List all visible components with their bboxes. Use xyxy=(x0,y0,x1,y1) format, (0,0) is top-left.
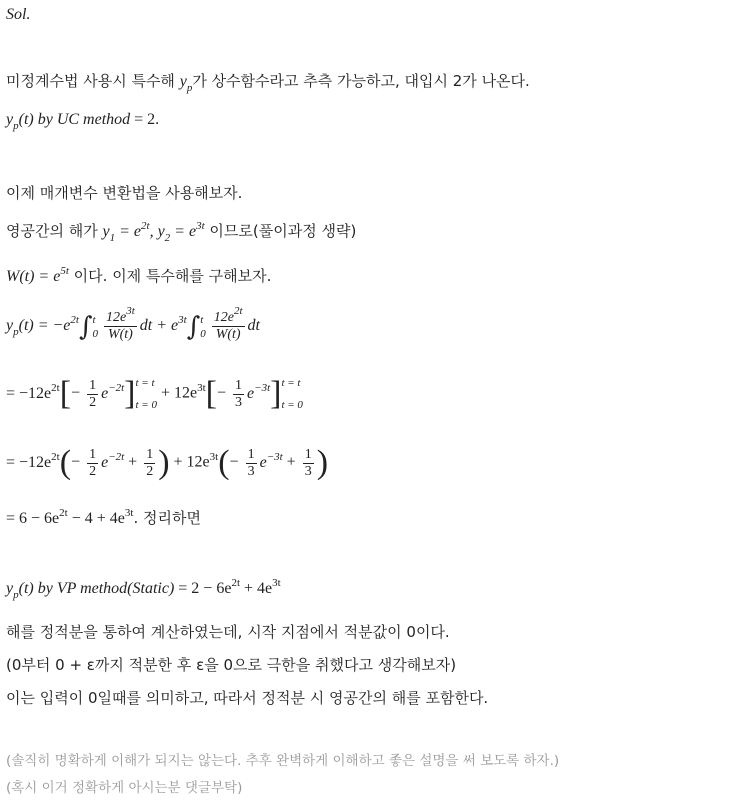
paragraph-uc-text-a: 미정계수법 사용시 특수해 xyxy=(6,72,180,90)
paragraph-wronskian: $W(t) = e^{5t}$ 이다. 이제 특수해를 구해보자. xyxy=(6,265,272,285)
vp-integral-formula: $y_p(t) = -e^{2t}\int t$ 0 $\frac{12e^{3t}}{W(t)}$ dt + $e^{3t}\int t$ 0 $\frac{12e^{2t}}{W(t)}$ dt xyxy=(6,305,260,342)
paragraph-vp-intro: 이제 매개변수 변환법을 사용해보자. xyxy=(6,184,243,202)
null-space-text-a: 영공간의 해가 xyxy=(6,222,103,240)
paragraph-uc xyxy=(6,70,530,94)
vp-step-1: = $-12e^{2t}[-$ $\frac{1}{2}$ $e^{-2t}]t = t$ $t = 0 + 12e^{3t}[-$ $\frac{1}{3}$ $e^{-3t}]t = t$ t = 0 xyxy=(6,375,303,412)
wronskian-text: 이다. 이제 특수해를 구해보자. xyxy=(73,267,272,285)
note-request-comment: (혹시 이거 정확하게 아시는분 댓글부탁) xyxy=(6,780,243,796)
paragraph-definite-integral: 해를 정적분을 통하여 계산하였는데, 시작 지점에서 적분값이 0이다. xyxy=(6,623,450,641)
simplify-text: . 정리하면 xyxy=(133,509,201,527)
uc-value: = 2. xyxy=(134,111,160,128)
sol-label: Sol. xyxy=(6,6,31,23)
null-space-text-b: 이므로(풀이과정 생략) xyxy=(204,222,357,240)
paragraph-null-space: 영공간의 해가 $y_1 = e^{2t}$, $y_2 = e^{3t}$ 이므로(풀이과정 생략) xyxy=(6,220,357,244)
uc-method-label: by UC method xyxy=(37,111,131,128)
paragraph-null-space-inclusion: 이는 입력이 0일때를 의미하고, 따라서 정적분 시 영공간의 해를 포함한다. xyxy=(6,689,489,707)
note-unclear: (솔직히 명확하게 이해가 되지는 않는다. 추후 완벽하게 이해하고 좋은 설명을 써 보도록 하자.) xyxy=(6,753,560,769)
vp-step-3: = $6 - 6e^{2t} - 4 + 4e^{3t}$. 정리하면 xyxy=(6,507,201,527)
vp-step-2: = $-12e^{2t}(-$ $\frac{1}{2}$ $e^{-2t}$ + $\frac{1}{2}$ ) + $12e^{3t}(-$ $\frac{1}{3}$ $e^{-3t}$ + $\frac{1}{3}$ ) xyxy=(6,444,329,481)
yp-symbol: $y_p$ xyxy=(179,73,193,94)
paragraph-epsilon: (0부터 0 + ε까지 적분한 후 ε을 0으로 극한을 취했다고 생각해보자) xyxy=(6,656,457,674)
vp-result: $y_p(t)$ by VP method(Static) = $2 - 6e^{2t} + 4e^{3t}$ xyxy=(6,577,281,601)
vp-method-label: by VP method(Static) xyxy=(37,580,175,597)
uc-result: $y_p(t)$ by UC method = 2. xyxy=(6,111,160,132)
paragraph-uc-text-b: 가 상수함수라고 추측 가능하고, 대입시 2가 나온다. xyxy=(192,72,530,90)
